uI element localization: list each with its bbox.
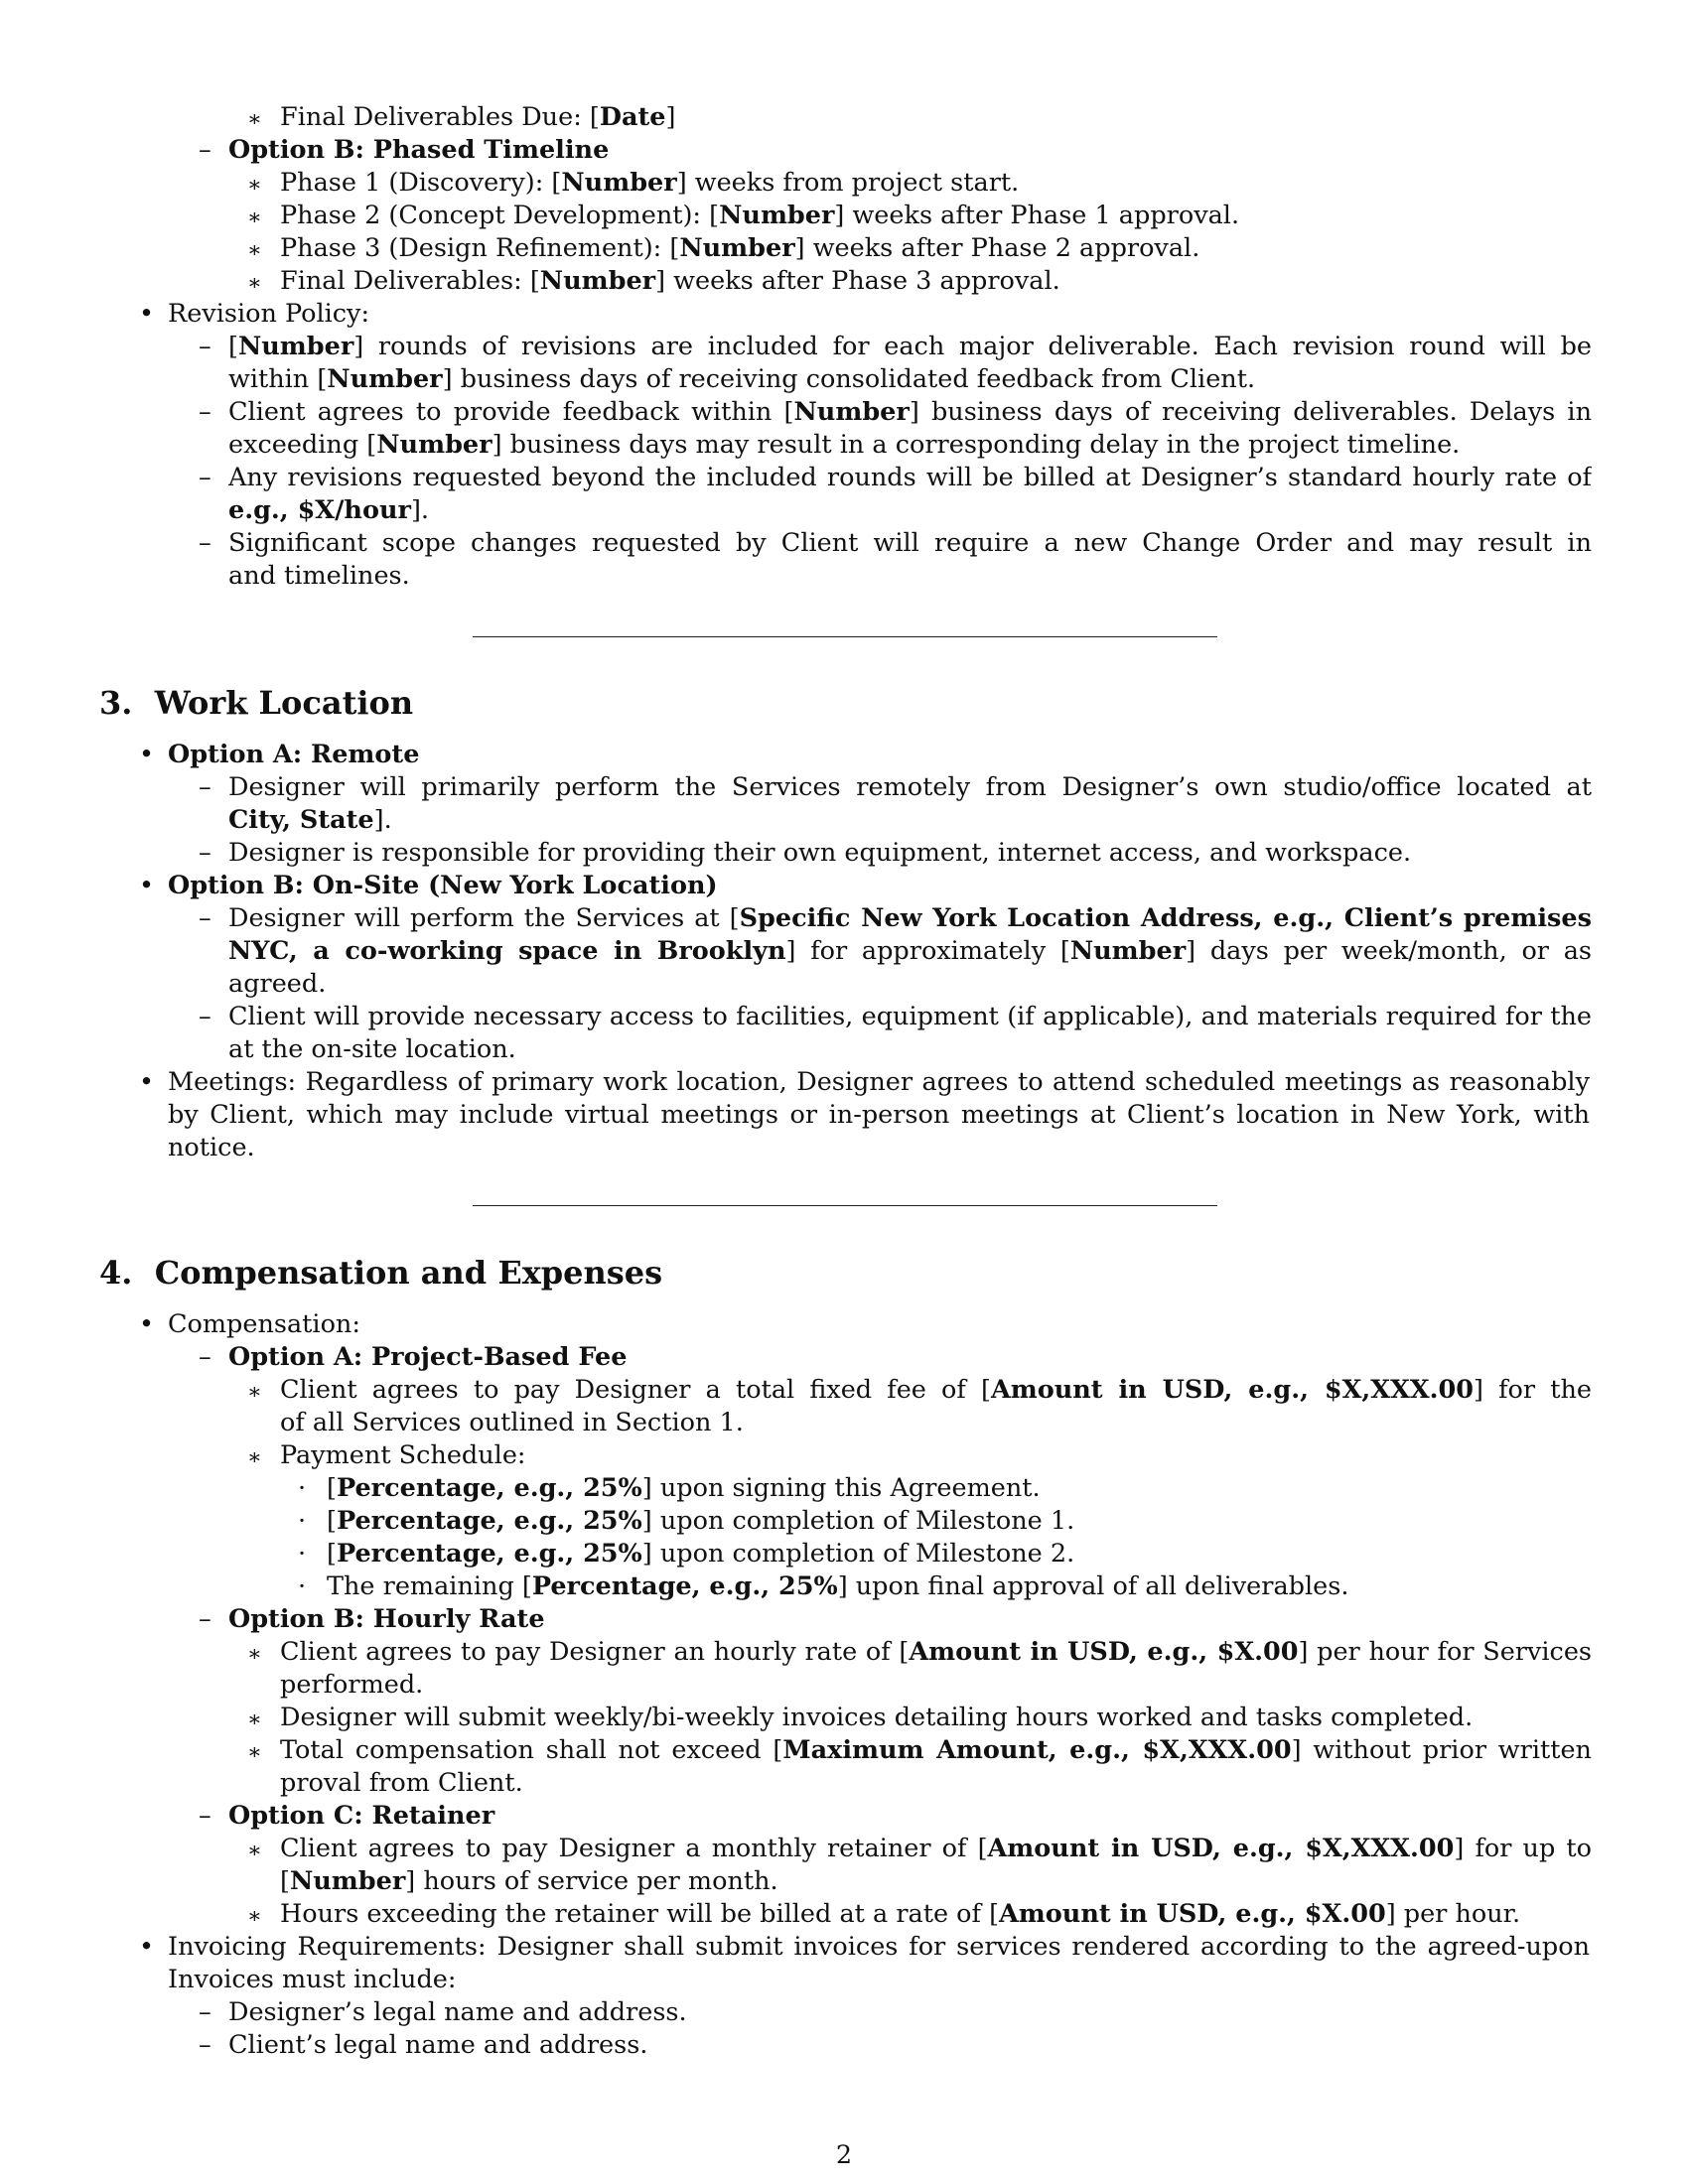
retainer-line-2: [Number] hours of service per month. [280,1866,778,1896]
meetings-line-3: notice. [168,1133,255,1162]
dot-bullet-icon: · [298,1506,307,1536]
meetings-line-2: by Client, which may include virtual meetings or in-person meetings at Client’s location in New York, with [168,1100,1590,1130]
onsite-location-line-1: Designer will perform the Services at [Specific New York Location Address, e.g., Client’s premises [228,903,1592,933]
fixed-fee-line-1: Client agrees to pay Designer a total fixed fee of [Amount in USD, e.g., $X,XXX.00] for the [280,1375,1592,1405]
bullet-icon: • [139,1067,155,1097]
max-compensation-line-1: Total compensation shall not exceed [Maximum Amount, e.g., $X,XXX.00] without prior written [280,1735,1592,1765]
dash-bullet-icon: – [199,1997,211,2027]
section-divider [473,636,1217,637]
asterisk-bullet-icon: ∗ [247,173,262,198]
payment-schedule-item: [Percentage, e.g., 25%] upon completion of Milestone 1. [327,1506,1075,1536]
bullet-icon: • [139,1309,155,1339]
extra-revisions-line-1: Any revisions requested beyond the included rounds will be billed at Designer’s standard hourly rate of [228,463,1592,492]
dash-bullet-icon: – [199,772,211,802]
phase-item: Final Deliverables: [Number] weeks after Phase 3 approval. [280,266,1060,296]
section-divider [473,1205,1217,1206]
asterisk-bullet-icon: ∗ [247,271,262,296]
compensation-label: Compensation: [168,1309,360,1339]
scope-changes-line-2: and timelines. [228,561,410,591]
retainer-overage-line: Hours exceeding the retainer will be billed at a rate of [Amount in USD, e.g., $X.00] per hour. [280,1899,1521,1929]
option-b-onsite-heading: Option B: On-Site (New York Location) [168,871,718,900]
asterisk-bullet-icon: ∗ [247,1904,262,1929]
asterisk-bullet-icon: ∗ [247,1707,262,1732]
dash-bullet-icon: – [199,463,211,492]
dash-bullet-icon: – [199,2030,211,2060]
hourly-rate-line-2: performed. [280,1670,424,1700]
section-3-heading: 3. Work Location [99,684,414,722]
dash-bullet-icon: – [199,332,211,361]
dot-bullet-icon: · [298,1473,307,1503]
remote-location-line-2: City, State]. [228,805,392,835]
hourly-rate-line-1: Client agrees to pay Designer an hourly rate of [Amount in USD, e.g., $X.00] per hour for Services [280,1637,1592,1667]
option-b-phased-timeline-heading: Option B: Phased Timeline [228,135,610,165]
bullet-icon: • [139,871,155,900]
option-a-remote-heading: Option A: Remote [168,740,420,769]
dash-bullet-icon: – [199,1801,211,1831]
asterisk-bullet-icon: ∗ [247,238,262,263]
invoicing-line-1: Invoicing Requirements: Designer shall submit invoices for services rendered according to the agreed-upon [168,1932,1590,1962]
bullet-icon: • [139,299,155,329]
dash-bullet-icon: – [199,1342,211,1372]
dot-bullet-icon: · [298,1539,307,1569]
asterisk-bullet-icon: ∗ [247,1740,262,1765]
invoices-weekly-line: Designer will submit weekly/bi-weekly invoices detailing hours worked and tasks completed. [280,1703,1474,1732]
scope-changes-line-1: Significant scope changes requested by Client will require a new Change Order and may result in [228,528,1592,558]
remote-equipment-line: Designer is responsible for providing their own equipment, internet access, and workspace. [228,838,1412,868]
final-deliverables-due-item: Final Deliverables Due: [Date] [280,102,676,132]
onsite-location-line-2: NYC, a co-working space in Brooklyn] for approximately [Number] days per week/month, or as [228,936,1592,966]
onsite-access-line-2: at the on-site location. [228,1034,516,1064]
onsite-location-line-3: agreed. [228,969,327,999]
asterisk-bullet-icon: ∗ [247,1839,262,1863]
page-number: 2 [835,2140,853,2170]
meetings-line-1: Meetings: Regardless of primary work location, Designer agrees to attend scheduled meetings as reasonably [168,1067,1590,1097]
dash-bullet-icon: – [199,528,211,558]
extra-revisions-line-2: e.g., $X/hour]. [228,495,429,525]
dash-bullet-icon: – [199,838,211,868]
dash-bullet-icon: – [199,1002,211,1031]
bullet-icon: • [139,1932,155,1962]
payment-schedule-item: [Percentage, e.g., 25%] upon signing this Agreement. [327,1473,1041,1503]
section-4-heading: 4. Compensation and Expenses [99,1254,663,1292]
retainer-line-1: Client agrees to pay Designer a monthly retainer of [Amount in USD, e.g., $X,XXX.00] for up to [280,1834,1592,1863]
max-compensation-line-2: proval from Client. [280,1768,523,1798]
feedback-line-1: Client agrees to provide feedback within [Number] business days of receiving deliverables. Delays in [228,397,1592,427]
phase-item: Phase 3 (Design Refinement): [Number] weeks after Phase 2 approval. [280,233,1200,263]
invoice-requirement-item: Designer’s legal name and address. [228,1997,687,2027]
asterisk-bullet-icon: ∗ [247,1380,262,1405]
payment-schedule-item: The remaining [Percentage, e.g., 25%] upon final approval of all deliverables. [327,1571,1349,1601]
asterisk-bullet-icon: ∗ [247,1642,262,1667]
dash-bullet-icon: – [199,397,211,427]
option-c-retainer-heading: Option C: Retainer [228,1801,495,1831]
option-a-project-fee-heading: Option A: Project-Based Fee [228,1342,628,1372]
revision-rounds-line-1: [Number] rounds of revisions are included for each major deliverable. Each revision round will be [228,332,1592,361]
asterisk-bullet-icon: ∗ [247,205,262,230]
payment-schedule-item: [Percentage, e.g., 25%] upon completion of Milestone 2. [327,1539,1075,1569]
phase-item: Phase 1 (Discovery): [Number] weeks from project start. [280,168,1020,198]
revision-policy-label: Revision Policy: [168,299,370,329]
remote-location-line-1: Designer will primarily perform the Services remotely from Designer’s own studio/office located at [228,772,1592,802]
bullet-icon: • [139,740,155,769]
onsite-access-line-1: Client will provide necessary access to facilities, equipment (if applicable), and materials required for the [228,1002,1592,1031]
invoicing-line-2: Invoices must include: [168,1965,457,1994]
feedback-line-2: exceeding [Number] business days may result in a corresponding delay in the project timeline. [228,430,1461,460]
option-b-hourly-heading: Option B: Hourly Rate [228,1604,545,1634]
phase-item: Phase 2 (Concept Development): [Number] weeks after Phase 1 approval. [280,201,1240,230]
dot-bullet-icon: · [298,1571,307,1601]
dash-bullet-icon: – [199,903,211,933]
asterisk-bullet-icon: ∗ [247,107,262,132]
asterisk-bullet-icon: ∗ [247,1445,262,1470]
payment-schedule-label: Payment Schedule: [280,1440,526,1470]
invoice-requirement-item: Client’s legal name and address. [228,2030,648,2060]
revision-rounds-line-2: within [Number] business days of receiving consolidated feedback from Client. [228,364,1256,394]
fixed-fee-line-2: of all Services outlined in Section 1. [280,1408,744,1437]
dash-bullet-icon: – [199,135,211,165]
dash-bullet-icon: – [199,1604,211,1634]
